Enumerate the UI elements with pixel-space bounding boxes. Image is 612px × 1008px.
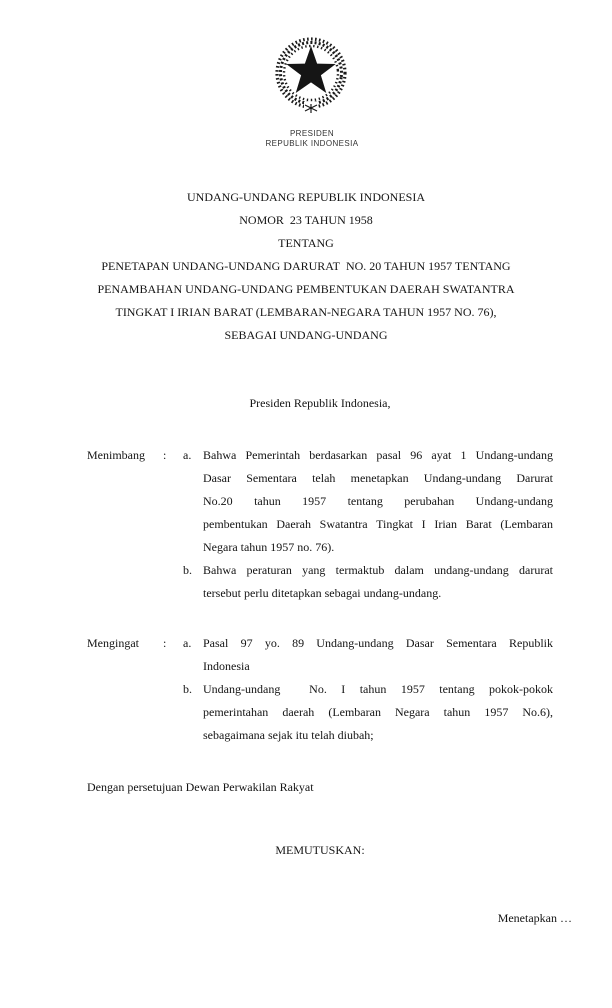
text-line: Indonesia [203, 659, 250, 673]
item-text [203, 559, 553, 605]
letterhead-republik-indonesia: REPUBLIK INDONESIA [265, 139, 359, 148]
text-line: Negara tahun 1957 no. 76). [203, 540, 335, 554]
text-line: pembentukan Daerah Swatantra Tingkat I Irian Barat (Lembaran [203, 517, 553, 531]
item-text [203, 444, 553, 559]
menimbang-colon: : [163, 448, 167, 462]
text-line: sebagaimana sejak itu telah diubah; [203, 728, 374, 742]
text-line: Pasal 97 yo. 89 Undang-undang Dasar Sementara Republik [203, 636, 553, 650]
title-line: TENTANG [278, 236, 334, 250]
text-line: pemerintahan daerah (Lembaran Negara tahun 1957 No.6), [203, 705, 553, 719]
item-letter: b. [183, 682, 192, 696]
title-line: NOMOR 23 TAHUN 1958 [239, 213, 373, 227]
title-line: PENAMBAHAN UNDANG-UNDANG PEMBENTUKAN DAERAH SWATANTRA [97, 282, 515, 296]
title-line: UNDANG-UNDANG REPUBLIK INDONESIA [187, 190, 425, 204]
item-letter: b. [183, 563, 192, 577]
mengingat-colon: : [163, 636, 167, 650]
text-line: Bahwa peraturan yang termaktub dalam undang-undang darurat [203, 563, 553, 577]
mengingat-item-b [183, 678, 553, 747]
star-wreath-seal-icon [261, 26, 361, 126]
text-line: Dasar Sementara telah menetapkan Undang-undang Darurat [203, 471, 553, 485]
catchword-menetapkan: Menetapkan … [497, 911, 572, 925]
text-line: Bahwa Pemerintah berdasarkan pasal 96 ayat 1 Undang-undang [203, 448, 553, 462]
mengingat-item-a [183, 632, 553, 678]
text-line: Undang-undang No. I tahun 1957 tentang pokok-pokok [203, 682, 553, 696]
menimbang-label: Menimbang [87, 448, 145, 462]
presidential-star-wreath-emblem [261, 26, 361, 126]
document-title [0, 186, 612, 347]
text-line: No.20 tahun 1957 tentang perubahan Undang-undang [203, 494, 553, 508]
letterhead [6, 129, 612, 149]
mengingat-label: Mengingat [87, 636, 139, 650]
menimbang-item-a [183, 444, 553, 559]
memutuskan-heading: MEMUTUSKAN: [275, 843, 365, 857]
item-letter: a. [183, 448, 192, 462]
title-line: TINGKAT I IRIAN BARAT (LEMBARAN-NEGARA TAHUN 1957 NO. 76), [115, 305, 497, 319]
item-text [203, 678, 553, 747]
approval-line: Dengan persetujuan Dewan Perwakilan Rakyat [87, 780, 314, 794]
letterhead-presiden: PRESIDEN [289, 129, 335, 138]
item-letter: a. [183, 636, 192, 650]
mengingat-items [183, 632, 553, 747]
menimbang-section [87, 444, 553, 605]
item-text [203, 632, 553, 678]
text-line: tersebut perlu ditetapkan sebagai undang-undang. [203, 586, 442, 600]
menimbang-items [183, 444, 553, 605]
title-line: PENETAPAN UNDANG-UNDANG DARURAT NO. 20 TAHUN 1957 TENTANG [101, 259, 511, 273]
mengingat-section [87, 632, 553, 747]
salutation-line: Presiden Republik Indonesia, [249, 396, 391, 410]
menimbang-item-b [183, 559, 553, 605]
title-line: SEBAGAI UNDANG-UNDANG [224, 328, 388, 342]
